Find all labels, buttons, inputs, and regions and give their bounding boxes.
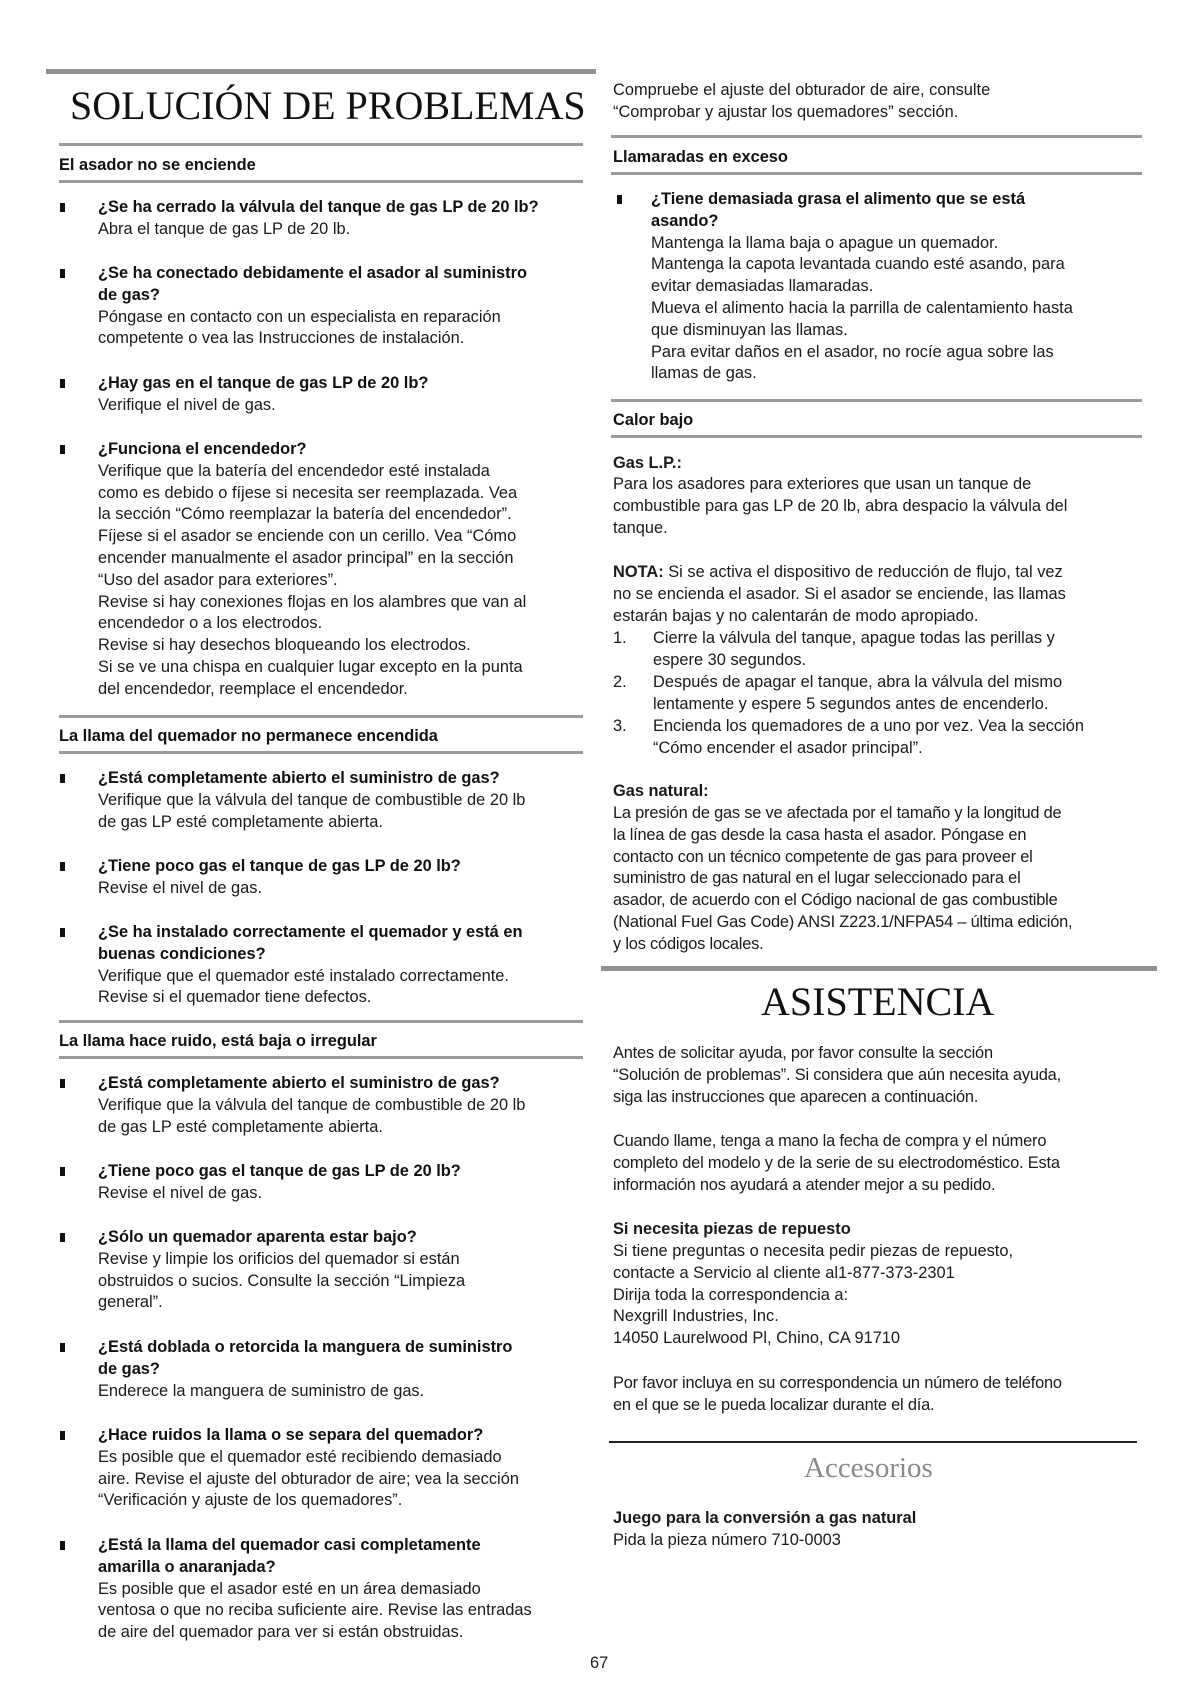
section-heading-low-heat: Calor bajo [613, 411, 694, 429]
section-rule [611, 399, 1142, 402]
note-label: NOTA: [613, 563, 664, 581]
section-rule [59, 715, 583, 718]
list-item [46, 1073, 606, 1138]
answer: Abra el tanque de gas LP de 20 lb. [98, 219, 351, 238]
section-rule [611, 135, 1142, 138]
question: ¿Hace ruidos la llama o se separa del quemador? [98, 1426, 484, 1444]
section-rule [59, 1020, 583, 1023]
question: ¿Se ha instalado correctamente el quemador y está en buenas condiciones? [98, 923, 523, 963]
bullet-icon [60, 1079, 65, 1088]
page-title: SOLUCIÓN DE PROBLEMAS [70, 83, 586, 128]
question: ¿Se ha cerrado la válvula del tanque de gas LP de 20 lb? [98, 198, 539, 216]
answer: Revise el nivel de gas. [98, 1183, 262, 1202]
question: ¿Tiene poco gas el tanque de gas LP de 20 lb? [98, 857, 461, 875]
accessories-title: Accesorios [804, 1452, 933, 1484]
section-rule [611, 435, 1142, 438]
list-item [46, 263, 606, 350]
question: ¿Hay gas en el tanque de gas LP de 20 lb? [98, 374, 429, 392]
section-rule [59, 143, 583, 146]
list-item [46, 1425, 606, 1512]
assistance-intro: Antes de solicitar ayuda, por favor consulte la sección “Solución de problemas”. Si considera que aún necesita ayuda, siga las instrucciones que aparecen a continuación. [613, 1044, 1061, 1106]
answer: Verifique que la batería del encendedor esté instalada como es debido o fíjese si necesita ser reemplazada. Vea la sección “Cómo reemplazar la batería del encendedor”. Fíjese si el asador se enciende con un cerillo. Vea “Cómo encender manualmente el asador principal” en la sección “Uso del asador para exteriores”. Revise si hay conexiones flojas en los alambres que van al encendedor o a los electrodos. Revise si hay desechos bloqueando los electrodos. Si se ve una chispa en cualquier lugar excepto en la punta del encendedor, reemplace el encendedor. [98, 461, 527, 698]
list-item [46, 1535, 606, 1644]
answer: Es posible que el asador esté en un área demasiado ventosa o que no reciba suficiente aire. Revise las entradas de aire del quemador para ver si están obstruidas. [98, 1579, 532, 1642]
phone-note: Por favor incluya en su correspondencia un número de teléfono en el que se le pueda localizar durante el día. [613, 1374, 1062, 1414]
note-paragraph [613, 562, 1147, 627]
section-heading-no-ignition: El asador no se enciende [59, 156, 256, 174]
answer: Verifique que la válvula del tanque de combustible de 20 lb de gas LP esté completamente abierta. [98, 1095, 526, 1136]
bullet-icon [60, 379, 65, 388]
question: ¿Está doblada o retorcida la manguera de suministro de gas? [98, 1338, 513, 1378]
question: ¿Se ha conectado debidamente el asador al suministro de gas? [98, 264, 528, 304]
section-rule [59, 751, 583, 754]
list-item [46, 373, 606, 417]
bullet-icon [60, 1343, 65, 1352]
question: ¿Tiene demasiada grasa el alimento que se está asando? [651, 190, 1026, 230]
bullet-icon [60, 1233, 65, 1242]
numbered-step [613, 716, 1147, 760]
answer: Verifique el nivel de gas. [98, 395, 276, 414]
answer: Revise y limpie los orificios del quemador si están obstruidos o sucios. Consulte la sección “Limpieza general”. [98, 1249, 466, 1312]
lp-gas-text: Para los asadores para exteriores que usan un tanque de combustible para gas LP de 20 lb, abra despacio la válvula del tanque. [613, 475, 1068, 537]
list-item [46, 1227, 606, 1314]
list-item [46, 1161, 606, 1205]
assistance-call-info: Cuando llame, tenga a mano la fecha de compra y el número completo del modelo y de la serie de su electrodoméstico. Esta información nos ayudará a atender mejor a su pedido. [613, 1132, 1060, 1194]
answer: Es posible que el quemador esté recibiendo demasiado aire. Revise el ajuste del obturador de aire; vea la sección “Verificación y ajuste de los quemadores”. [98, 1447, 519, 1510]
question: ¿Sólo un quemador aparenta estar bajo? [98, 1228, 417, 1246]
bullet-icon [60, 928, 65, 937]
bullet-icon [60, 203, 65, 212]
section-heading-noisy-flame: La llama hace ruido, está baja o irregular [59, 1032, 377, 1050]
list-item [46, 922, 606, 1009]
asistencia-top-rule [601, 966, 1157, 971]
numbered-step [613, 628, 1147, 672]
numbered-step [613, 672, 1147, 716]
bullet-icon [60, 1167, 65, 1176]
step-number: 2. [613, 673, 627, 691]
answer: Revise el nivel de gas. [98, 878, 262, 897]
list-item [46, 1337, 606, 1402]
conversion-kit-label: Juego para la conversión a gas natural [613, 1509, 917, 1527]
step-number: 1. [613, 629, 627, 647]
answer: Enderece la manguera de suministro de gas. [98, 1381, 425, 1400]
bullet-icon [60, 862, 65, 871]
list-item [46, 439, 606, 701]
list-item [46, 768, 606, 833]
list-item [46, 197, 606, 241]
bullet-icon [60, 445, 65, 454]
replacement-parts-label: Si necesita piezas de repuesto [613, 1220, 851, 1238]
bullet-icon [60, 1431, 65, 1440]
answer: Mantenga la llama baja o apague un quemador. Mantenga la capota levantada cuando esté asando, para evitar demasiadas llamaradas. Mueva el alimento hacia la parrilla de calentamiento hasta que disminuyan las llamas. Para evitar daños en el asador, no rocíe agua sobre las llamas de gas. [651, 233, 1073, 383]
list-item [609, 189, 1169, 385]
section-rule [59, 180, 583, 183]
intro-text: Compruebe el ajuste del obturador de aire, consulte “Comprobar y ajustar los quemadores” sección. [613, 81, 991, 121]
answer: Verifique que el quemador esté instalado correctamente. Revise si el quemador tiene defectos. [98, 966, 509, 1007]
natural-gas-text: La presión de gas se ve afectada por el tamaño y la longitud de la línea de gas desde la casa hasta el asador. Póngase en contacto con un técnico competente de gas para proveer el suministro de gas natural en el lugar seleccionado para el asador, de acuerdo con el Código nacional de gas combustible (National Fuel Gas Code) ANSI Z223.1/NFPA54 – última edición, y los códigos locales. [613, 804, 1073, 953]
bullet-icon [60, 1541, 65, 1550]
natural-gas-label: Gas natural: [613, 782, 709, 800]
step-text: Cierre la válvula del tanque, apague todas las perillas y espere 30 segundos. [653, 629, 1055, 669]
step-text: Después de apagar el tanque, abra la válvula del mismo lentamente y espere 5 segundos antes de encenderlo. [653, 673, 1063, 713]
bullet-icon [617, 195, 622, 204]
title-top-rule [46, 69, 596, 74]
page-number: 67 [590, 1654, 609, 1672]
question: ¿Está la llama del quemador casi completamente amarilla o anaranjada? [98, 1536, 481, 1576]
accessories-rule [609, 1441, 1137, 1443]
question: ¿Funciona el encendedor? [98, 440, 307, 458]
question: ¿Tiene poco gas el tanque de gas LP de 20 lb? [98, 1162, 461, 1180]
bullet-icon [60, 774, 65, 783]
conversion-kit-text: Pida la pieza número 710-0003 [613, 1531, 841, 1549]
asistencia-title: ASISTENCIA [761, 979, 995, 1024]
section-rule [611, 172, 1142, 175]
section-rule [59, 1056, 583, 1059]
question: ¿Está completamente abierto el suministro de gas? [98, 769, 500, 787]
section-heading-flame-not-staying-lit: La llama del quemador no permanece encendida [59, 727, 438, 745]
lp-gas-label: Gas L.P.: [613, 454, 682, 472]
section-heading-flare-ups: Llamaradas en exceso [613, 148, 788, 166]
question: ¿Está completamente abierto el suministro de gas? [98, 1074, 500, 1092]
step-text: Encienda los quemadores de a uno por vez. Vea la sección “Cómo encender el asador principal”. [653, 717, 1084, 757]
note-text: Si se activa el dispositivo de reducción de flujo, tal vez no se encienda el asador. Si el asador se enciende, las llamas estarán bajas y no calentarán de modo apropiado. [613, 563, 1066, 625]
bullet-icon [60, 269, 65, 278]
list-item [46, 856, 606, 900]
answer: Verifique que la válvula del tanque de combustible de 20 lb de gas LP esté completamente abierta. [98, 790, 526, 831]
answer: Póngase en contacto con un especialista en reparación competente o vea las Instrucciones de instalación. [98, 307, 501, 348]
step-number: 3. [613, 717, 627, 735]
replacement-parts-text: Si tiene preguntas o necesita pedir piezas de repuesto, contacte a Servicio al cliente al1-877-373-2301 Dirija toda la correspondencia a: Nexgrill Industries, Inc. 14050 Laurelwood Pl, Chino, CA 91710 [613, 1242, 1014, 1348]
